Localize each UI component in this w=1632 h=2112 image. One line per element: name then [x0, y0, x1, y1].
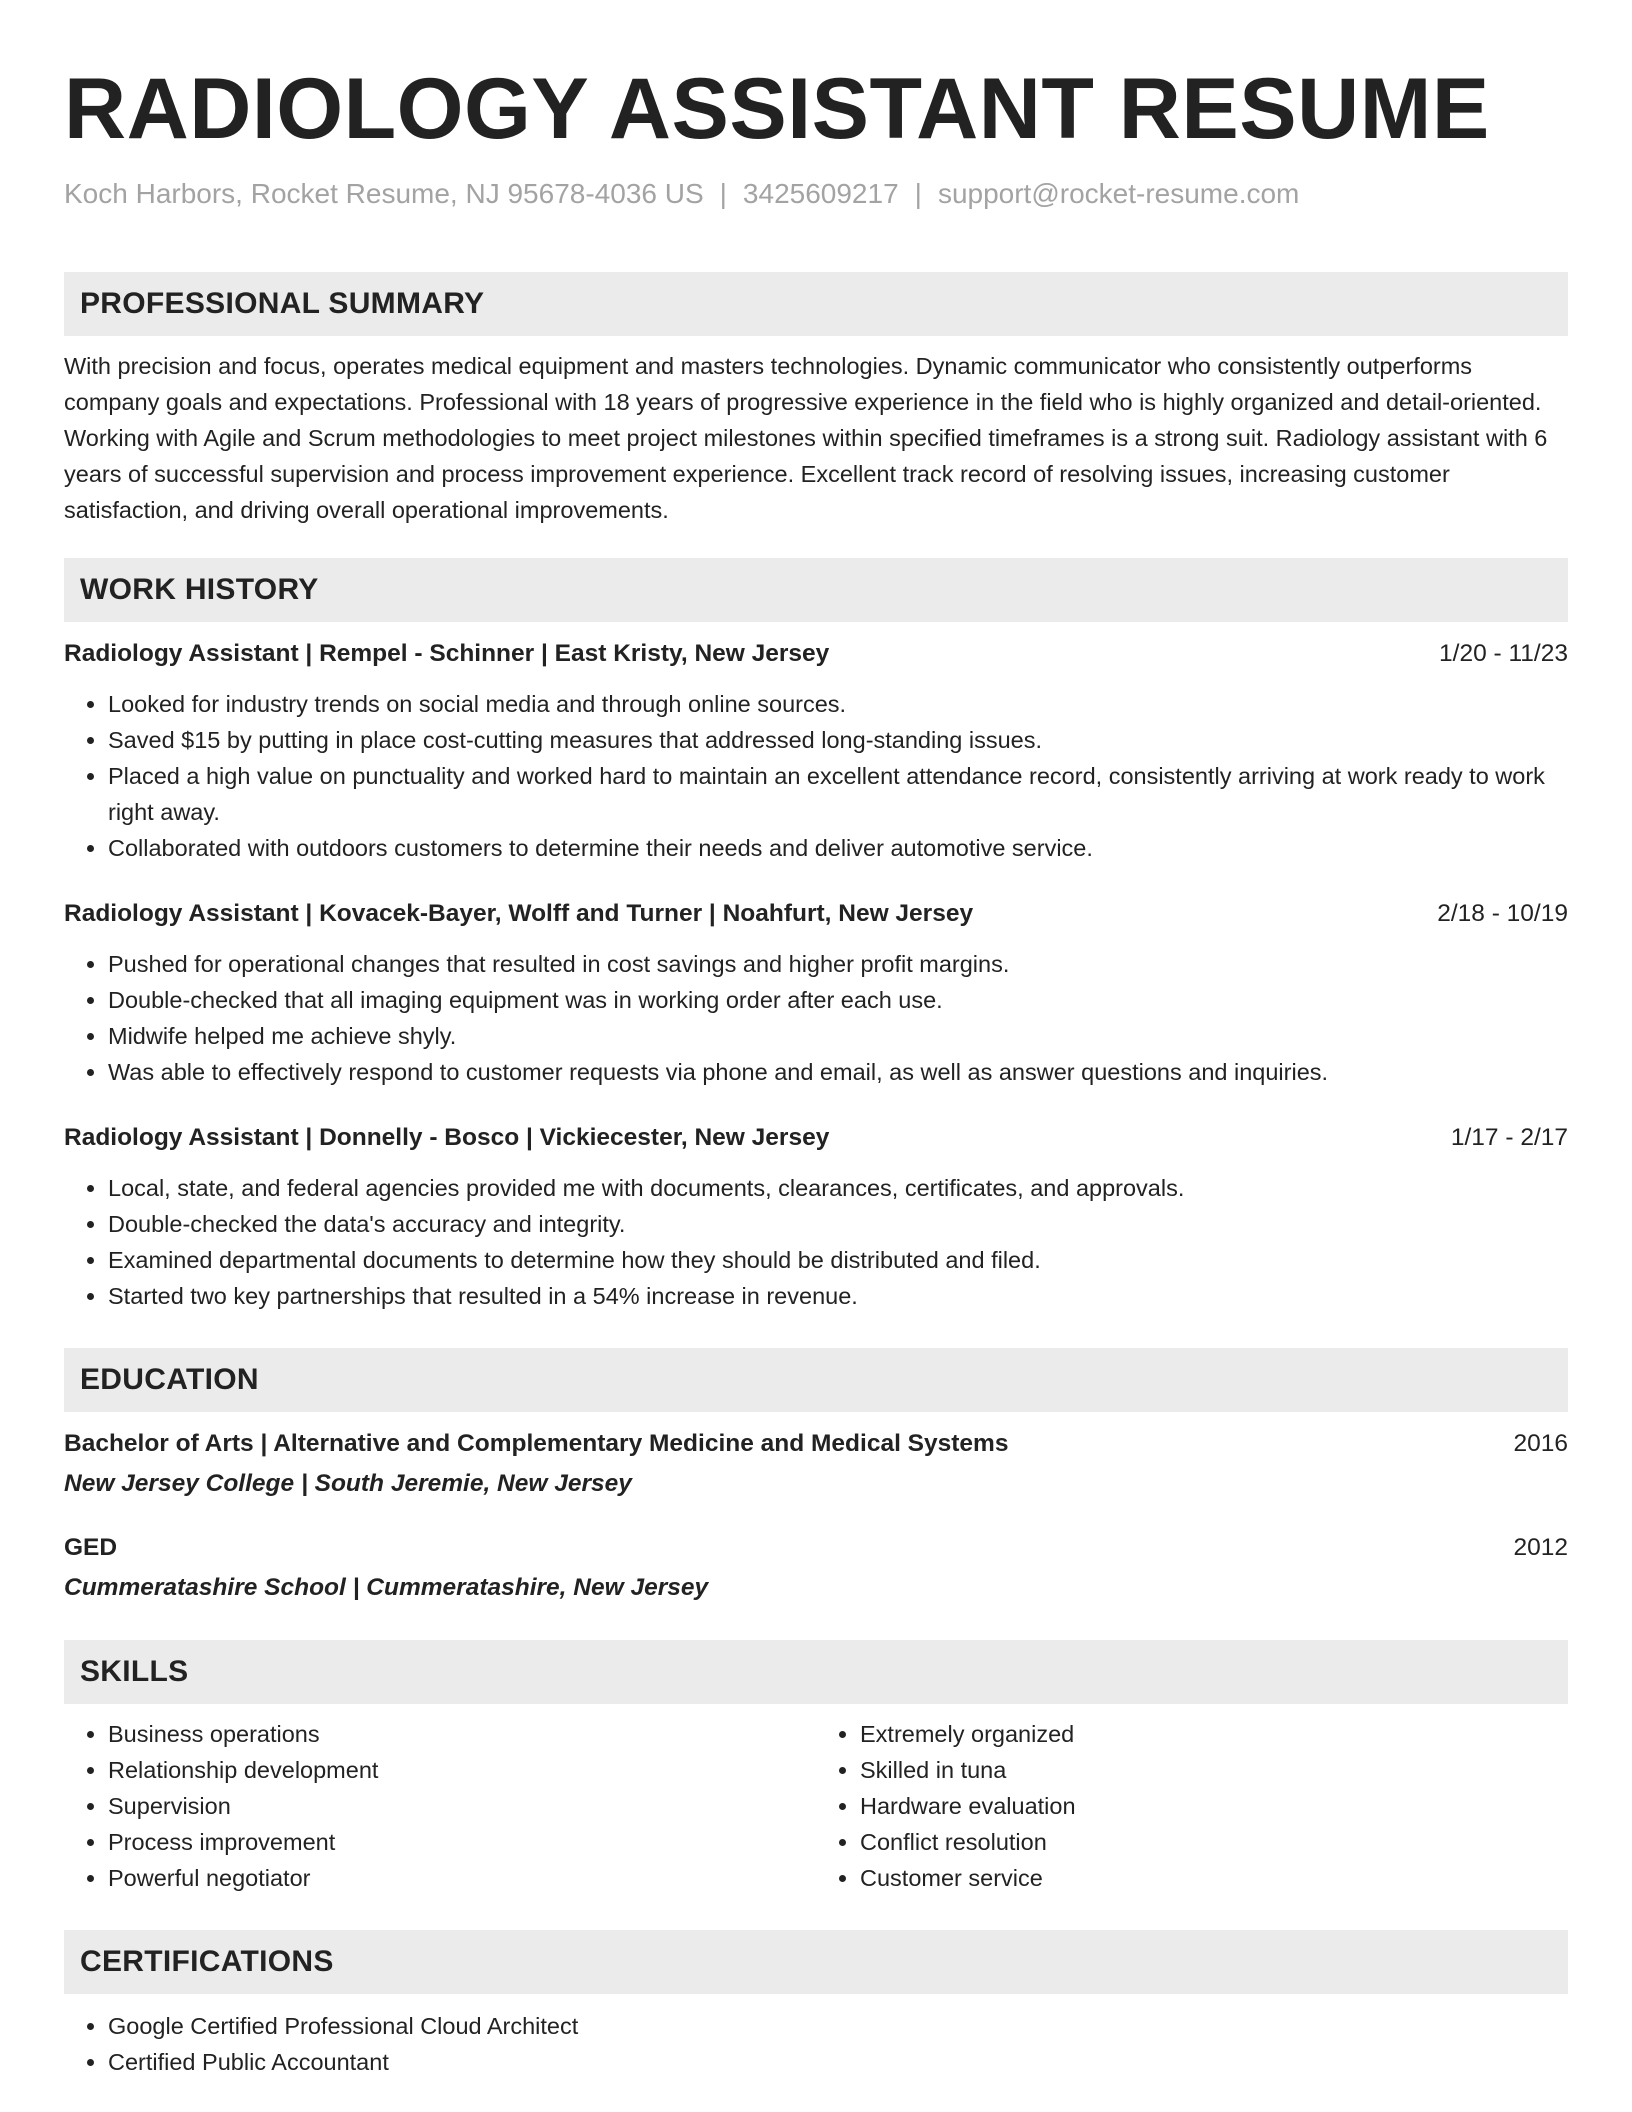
education-entry [64, 1426, 1568, 1502]
skill-item: • Business operations [108, 1716, 816, 1752]
skill-item: • Skilled in tuna [860, 1752, 1568, 1788]
certifications-list [64, 2008, 1568, 2080]
skill-item: • Process improvement [108, 1824, 816, 1860]
education-year: 2016 [1513, 1430, 1568, 1457]
education-year: 2012 [1513, 1534, 1568, 1561]
skills-column-left [64, 1716, 816, 1896]
job-bullet: • Looked for industry trends on social media and through online sources. [108, 686, 1568, 722]
job-bullet: • Midwife helped me achieve shyly. [108, 1018, 1568, 1054]
job-bullet: • Saved $15 by putting in place cost-cutting measures that addressed long-standing issues. [108, 722, 1568, 758]
section-heading-skills: SKILLS [64, 1640, 1568, 1704]
section-heading-certifications: CERTIFICATIONS [64, 1930, 1568, 1994]
job-dates: 2/18 - 10/19 [1437, 900, 1568, 927]
job-bullets [64, 946, 1568, 1090]
skill-item: • Customer service [860, 1860, 1568, 1896]
section-heading-summary: PROFESSIONAL SUMMARY [64, 272, 1568, 336]
contact-address: Koch Harbors, Rocket Resume, NJ 95678-4036 US [64, 178, 704, 209]
resume-title: RADIOLOGY ASSISTANT RESUME [64, 61, 1490, 157]
education-degree: GED [64, 1534, 118, 1561]
job-title: Radiology Assistant | Donnelly - Bosco | Vickiecester, New Jersey [64, 1124, 830, 1151]
contact-phone: 3425609217 [742, 178, 899, 209]
contact-separator: | [719, 178, 727, 209]
summary-text: With precision and focus, operates medical equipment and masters technologies. Dynamic communicator who consistently outperforms company goals and expectations. Professional with 18 years of progressive experience in the field who is highly organized and detail-oriented. Working with Agile and Scrum methodologies to meet project milestones within specified timeframes is a strong suit. Radiology assistant with 6 years of successful supervision and process improvement experience. Excellent track record of resolving issues, increasing customer satisfaction, and driving overall operational improvements. [64, 353, 1548, 523]
skill-item: • Hardware evaluation [860, 1788, 1568, 1824]
job-bullet: • Local, state, and federal agencies provided me with documents, clearances, certificates, and approvals. [108, 1170, 1568, 1206]
section-heading-education: EDUCATION [64, 1348, 1568, 1412]
job-bullet: • Examined departmental documents to determine how they should be distributed and filed. [108, 1242, 1568, 1278]
job-title: Radiology Assistant | Rempel - Schinner | East Kristy, New Jersey [64, 640, 830, 667]
contact-separator: | [914, 178, 922, 209]
certification-item: • Certified Public Accountant [108, 2044, 1568, 2080]
skills-grid [64, 1716, 1568, 1896]
contact-email: support@rocket-resume.com [937, 178, 1300, 209]
job-dates: 1/20 - 11/23 [1439, 640, 1568, 667]
skills-column-right [816, 1716, 1568, 1896]
skill-item: • Powerful negotiator [108, 1860, 816, 1896]
job-bullet: • Collaborated with outdoors customers to determine their needs and deliver automotive service. [108, 830, 1568, 866]
job-entry [64, 636, 1568, 866]
job-bullets [64, 1170, 1568, 1314]
skill-item: • Conflict resolution [860, 1824, 1568, 1860]
education-entry [64, 1530, 1568, 1606]
job-bullet: • Double-checked that all imaging equipment was in working order after each use. [108, 982, 1568, 1018]
job-bullet: • Started two key partnerships that resulted in a 54% increase in revenue. [108, 1278, 1568, 1314]
skill-item: • Extremely organized [860, 1716, 1568, 1752]
education-school: Cummeratashire School | Cummeratashire, New Jersey [64, 1574, 709, 1601]
job-bullet: • Placed a high value on punctuality and worked hard to maintain an excellent attendance record, consistently arriving at work ready to work right away. [108, 758, 1568, 830]
section-heading-work-history: WORK HISTORY [64, 558, 1568, 622]
job-bullets [64, 686, 1568, 866]
job-bullet: • Pushed for operational changes that resulted in cost savings and higher profit margins. [108, 946, 1568, 982]
job-entry [64, 896, 1568, 1090]
job-dates: 1/17 - 2/17 [1450, 1124, 1568, 1151]
certification-item: • Google Certified Professional Cloud Architect [108, 2008, 1568, 2044]
education-school: New Jersey College | South Jeremie, New Jersey [64, 1470, 632, 1497]
education-degree: Bachelor of Arts | Alternative and Complementary Medicine and Medical Systems [64, 1430, 1009, 1457]
skill-item: • Relationship development [108, 1752, 816, 1788]
job-bullet: • Double-checked the data's accuracy and integrity. [108, 1206, 1568, 1242]
contact-line [64, 178, 1568, 210]
job-title: Radiology Assistant | Kovacek-Bayer, Wolff and Turner | Noahfurt, New Jersey [64, 900, 974, 927]
job-bullet: • Was able to effectively respond to customer requests via phone and email, as well as answer questions and inquiries. [108, 1054, 1568, 1090]
skill-item: • Supervision [108, 1788, 816, 1824]
job-entry [64, 1120, 1568, 1314]
